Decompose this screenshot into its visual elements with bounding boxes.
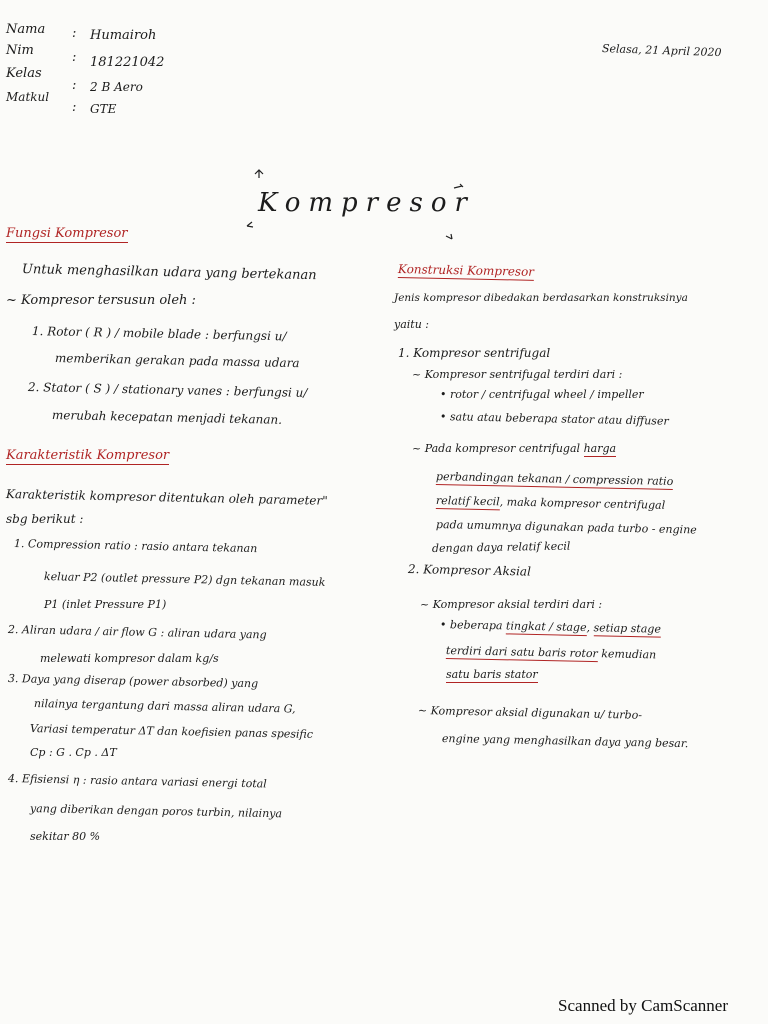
sentrifugal-bullet-1: • rotor / centrifugal wheel / impeller	[440, 388, 644, 401]
sentrifugal-note-line4: pada umumnya digunakan pada turbo - engine	[435, 518, 697, 537]
aksial-note-line2: engine yang menghasilkan daya yang besar.	[441, 732, 689, 751]
fungsi-item-1-line1: 1. Rotor ( R ) / mobile blade : berfungsi u/	[31, 324, 287, 344]
name-label: Nama	[6, 22, 46, 37]
matkul-label: Matkul	[6, 90, 50, 104]
fungsi-heading: Fungsi Kompresor	[6, 226, 128, 241]
karakteristik-item-3-line1: 3. Daya yang diserap (power absorbed) yang	[7, 672, 259, 691]
karakteristik-item-1-line1: 1. Compression ratio : rasio antara tekanan	[13, 537, 258, 556]
karakteristik-item-3-line2: nilainya tergantung dari massa aliran udara G,	[33, 697, 296, 716]
nim-label: Nim	[6, 43, 34, 58]
aksial-terdiri: ~ Kompresor aksial terdiri dari :	[420, 598, 603, 611]
fungsi-tersusun: ~ Kompresor tersusun oleh :	[6, 293, 196, 308]
scanner-watermark: Scanned by CamScanner	[558, 996, 728, 1015]
sentrifugal-note-line5: dengan daya relatif kecil	[431, 539, 571, 555]
colon: :	[72, 78, 77, 93]
karakteristik-item-3-line3: Variasi temperatur ΔT dan koefisien panas spesific	[29, 722, 314, 741]
nim-value: 181221042	[90, 55, 165, 70]
konstruksi-intro-2: yaitu :	[394, 318, 429, 331]
fungsi-item-2-line1: 2. Stator ( S ) / stationary vanes : berfungsi u/	[27, 380, 308, 400]
aksial-bullet-line3: satu baris stator	[446, 668, 538, 681]
sentrifugal-note-line1: ~ Pada kompresor centrifugal harga	[412, 442, 617, 455]
colon: :	[72, 26, 77, 41]
colon: :	[72, 50, 77, 65]
karakteristik-item-2-line2: melewati kompresor dalam kg/s	[40, 652, 219, 665]
karakteristik-intro-2: sbg berikut :	[6, 512, 84, 526]
kelas-label: Kelas	[6, 66, 42, 81]
aksial-note-line1: ~ Kompresor aksial digunakan u/ turbo-	[417, 704, 643, 722]
aksial-bullet-line1: • beberapa tingkat / stage, setiap stage	[439, 618, 662, 636]
karakteristik-item-4-line1: 4. Efisiensi η : rasio antara variasi energi total	[7, 772, 267, 791]
karakteristik-item-3-line4: Cp : G . Cp . ΔT	[30, 746, 117, 759]
karakteristik-heading: Karakteristik Kompresor	[6, 448, 170, 463]
colon: :	[72, 100, 77, 115]
title-decoration	[240, 160, 480, 250]
sentrifugal-bullet-2: • satu atau beberapa stator atau diffuser	[439, 410, 669, 428]
sentrifugal-terdiri: ~ Kompresor sentrifugal terdiri dari :	[412, 368, 623, 381]
karakteristik-item-4-line2: yang diberikan dengan poros turbin, nilainya	[29, 802, 283, 821]
karakteristik-item-2-line1: 2. Aliran udara / air flow G : aliran udara yang	[7, 623, 267, 642]
sentrifugal-note-line2: perbandingan tekanan / compression ratio	[435, 470, 674, 488]
fungsi-item-2-line2: merubah kecepatan menjadi tekanan.	[51, 408, 283, 427]
matkul-value: GTE	[90, 102, 117, 116]
sentrifugal-note-line3: relatif kecil, maka kompresor centrifugal	[435, 494, 666, 512]
karakteristik-item-4-line3: sekitar 80 %	[30, 830, 101, 843]
date: Selasa, 21 April 2020	[601, 42, 722, 60]
name-value: Humairoh	[90, 28, 157, 43]
page-title: Kompresor	[258, 188, 475, 218]
fungsi-item-1-line2: memberikan gerakan pada massa udara	[54, 351, 300, 371]
aksial-title: 2. Kompresor Aksial	[407, 562, 532, 579]
karakteristik-item-1-line2: keluar P2 (outlet pressure P2) dgn tekanan masuk	[43, 570, 326, 589]
kelas-value: 2 B Aero	[90, 80, 143, 94]
konstruksi-intro-1: Jenis kompresor dibedakan berdasarkan konstruksinya	[394, 292, 688, 304]
karakteristik-item-1-line3: P1 (inlet Pressure P1)	[44, 598, 167, 611]
konstruksi-heading: Konstruksi Kompresor	[397, 262, 535, 279]
sentrifugal-title: 1. Kompresor sentrifugal	[398, 346, 551, 360]
karakteristik-intro-1: Karakteristik kompresor ditentukan oleh parameter"	[5, 487, 328, 508]
aksial-bullet-line2: terdiri dari satu baris rotor kemudian	[445, 644, 657, 662]
fungsi-intro: Untuk menghasilkan udara yang bertekanan	[21, 262, 317, 284]
